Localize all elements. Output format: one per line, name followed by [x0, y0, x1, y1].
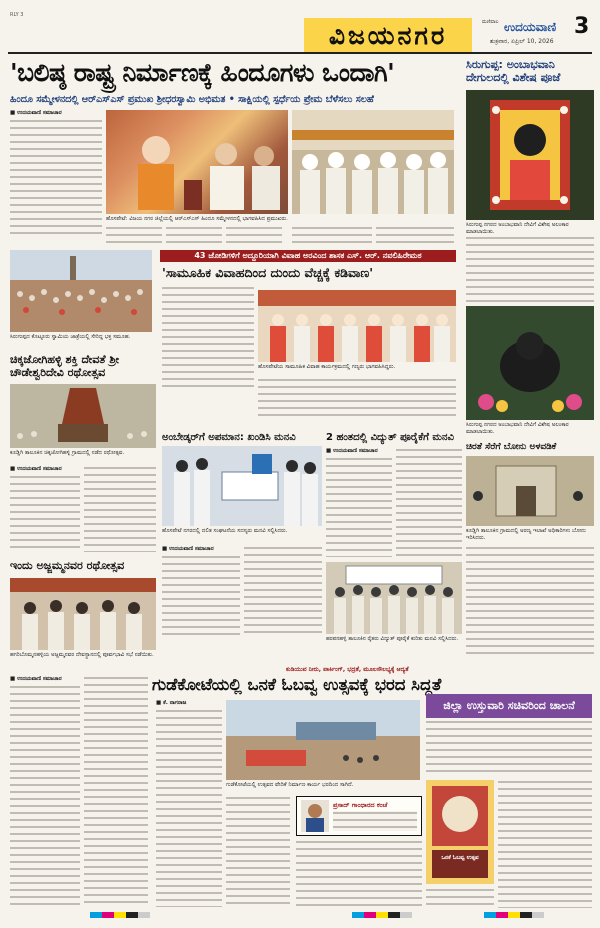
- body-text-lines: [166, 226, 222, 246]
- temple-side-headline: ಚಿರತೆ ಸೆರೆಗೆ ಬೋನು ಅಳವಡಿಕೆ: [466, 442, 557, 452]
- registration-marks-left: [90, 912, 150, 918]
- bull-statue-photo: [466, 306, 594, 420]
- ambedkar-photo: [162, 446, 322, 526]
- today-chariot-byline: ■ ಉದಯವಾಣಿ ಸಮಾಚಾರ: [10, 676, 62, 682]
- power-byline: ■ ಉದಯವಾಣಿ ಸಮಾಚಾರ: [326, 448, 378, 454]
- gudekote-photo: [226, 700, 420, 780]
- section-title: ವಿಜಯನಗರ: [304, 18, 472, 54]
- today-chariot-caption: ಹಗರಿಬೊಮ್ಮನಹಳ್ಳಿಯ ಅಜ್ಜಮ್ಮನವರ ದೇವಸ್ಥಾನದಲ್ಲಿ ಪೂರ್ವಭಾವಿ ಸಭೆ ನಡೆಯಿತು.: [10, 652, 154, 658]
- temple-side-text: [466, 546, 594, 658]
- lead-column-2: [106, 226, 162, 246]
- body-text-lines: [258, 378, 456, 418]
- gudekote-caption: ಗುಡೆಕೋಟೆಯಲ್ಲಿ ಉತ್ಸವದ ವೇದಿಕೆ ನಿರ್ಮಾಣ ಕಾರ್ಯ ಭರದಿಂದ ಸಾಗಿದೆ.: [226, 782, 354, 788]
- profile-box: [296, 796, 422, 836]
- lead-photo-caption: ಹೊಸಪೇಟೆ: ವಿಜಯ ನಗರ ಜಿಲ್ಲೆಯಲ್ಲಿ ಆರ್‌ಎಸ್‌ಎಸ್‌ ಹಿಂದೂ ಸಮ್ಮೇಳನದಲ್ಲಿ ಭಾಗವಹಿಸಿದ ಪ್ರಮುಖರು.: [106, 216, 288, 222]
- ambedkar-caption: ಹೊಸಪೇಟೆ ನಗರದಲ್ಲಿ ದಲಿತ ಸಂಘಟನೆಯ ಸದಸ್ಯರು ಮನವಿ ಸಲ್ಲಿಸಿದರು.: [162, 528, 288, 534]
- bull-statue-art: [466, 306, 594, 420]
- lead-photo-2-art: [292, 110, 454, 214]
- body-text-lines: [84, 676, 148, 908]
- body-text-lines: [292, 226, 372, 246]
- body-text-lines: [426, 720, 592, 774]
- chariot-headline: ಚಿಕ್ಕಜೋಗಿಹಳ್ಳಿ ಶಕ್ತಿ ದೇವತೆ ಶ್ರೀ ಚೌಡೇಶ್ವರಿದೇವಿ ರಥೋತ್ಸವ: [10, 353, 120, 379]
- crowd-caption: ಸಿರುಗುಪ್ಪದ ಕೊಟ್ಟೂರು ಸ್ವಾಮಿಯ ಜಾತ್ರೆಯಲ್ಲಿ ಸೇರಿದ್ದ ಭಕ್ತ ಸಮೂಹ.: [10, 334, 131, 340]
- mass-wedding-text-2: [258, 378, 456, 418]
- profile-photo-art: [301, 800, 329, 832]
- paper-location: ಮಣಿಪಾಲ: [482, 19, 499, 25]
- power-text-1: [326, 448, 392, 558]
- mass-wedding-photo: [258, 290, 456, 362]
- ambedkar-text-2: [244, 546, 322, 638]
- today-chariot-photo: [10, 578, 156, 650]
- power-headline: 2 ಹಂತದಲ್ಲಿ ವಿದ್ಯುತ್ ಪೂರೈಕೆಗೆ ಮನವಿ: [326, 432, 454, 443]
- body-text-lines: [84, 466, 156, 552]
- body-text-lines: [226, 796, 290, 908]
- lead-column-1: [10, 110, 102, 240]
- gudekote-text-2: [226, 796, 290, 908]
- lead-photo: [106, 110, 288, 214]
- profile-text: [333, 811, 417, 831]
- temple-deity-art: [466, 90, 594, 220]
- side-lead-caption: ಸಿರುಗುಪ್ಪ ನಗರದ ಅಂಬಾಭವಾನಿ ದೇವಿಗೆ ವಿಶೇಷ ಅಲಂಕಾರ ಮಾಡಲಾಯಿತು.: [466, 222, 569, 235]
- body-text-lines: [106, 226, 162, 246]
- ambedkar-text-1: [162, 546, 240, 638]
- power-caption: ಹರಪನಹಳ್ಳಿ ತಾಲೂಕಿನ ರೈತರು ವಿದ್ಯುತ್ ಪೂರೈಕೆ ಕುರಿತು ಮನವಿ ಸಲ್ಲಿಸಿದರು.: [326, 636, 459, 642]
- body-text-lines: [10, 475, 80, 551]
- body-text-lines: [396, 448, 462, 558]
- gudekote-photo-art: [226, 700, 420, 780]
- power-text-2: [396, 448, 462, 558]
- lead-photo-art: [106, 110, 288, 214]
- body-text-lines: [426, 888, 494, 908]
- mass-wedding-caption: ಹೊಸಪೇಟೆಯ ಸಾಮೂಹಿಕ ವಿವಾಹ ಕಾರ್ಯಕ್ರಮದಲ್ಲಿ ಗಣ್ಯರು ಭಾಗವಹಿಸಿದ್ದರು.: [258, 364, 396, 370]
- gudekote-kicker: ಕುಡಿಯುವ ನೀರು, ಪಾರ್ಕಿಂಗ್, ಭದ್ರತೆ, ಮೂಲಸೌಲಭ್ಯಕ್ಕೆ ಆದ್ಯತೆ: [286, 666, 409, 673]
- collector-text: [426, 720, 592, 774]
- edition-code: RLY 3: [10, 12, 24, 18]
- body-text-lines: [376, 226, 454, 246]
- lead-column-4: [226, 226, 282, 246]
- power-photo: [326, 562, 462, 634]
- crowd-photo: [10, 250, 152, 332]
- gudekote-headline: ಗುಡೆಕೋಟೆಯಲ್ಲಿ ಒನಕೆ ಓಬವ್ವ ಉತ್ಸವಕ್ಕೆ ಭರದ ಸಿದ್ಧತೆ: [152, 675, 442, 694]
- lead-headline: 'ಬಲಿಷ್ಠ ರಾಷ್ಟ್ರ ನಿರ್ಮಾಣಕ್ಕೆ ಹಿಂದೂಗಳು ಒಂದಾಗಿ': [10, 58, 395, 87]
- gudekote-byline: ■ ಕೆ. ನಾಗರಾಜ: [156, 700, 187, 706]
- ambedkar-headline: ಅಂಬೇಡ್ಕರ್‌ಗೆ ಅಪಮಾನ: ಖಂಡಿಸಿ ಮನವಿ: [162, 432, 296, 443]
- mass-wedding-headline: 'ಸಾಮೂಹಿಕ ವಿವಾಹದಿಂದ ದುಂದು ವೆಚ್ಚಕ್ಕೆ ಕಡಿವಾಣ': [162, 265, 374, 280]
- crowd-photo-art: [10, 250, 152, 332]
- festival-poster: [426, 780, 494, 884]
- mass-wedding-art: [258, 290, 456, 362]
- body-text-lines: [162, 286, 254, 390]
- chariot-caption: ಕೂಡ್ಲಿಗಿ ತಾಲೂಕಿನ ಚಿಕ್ಕಜೋಗಿಹಳ್ಳಿ ಗ್ರಾಮದಲ್ಲಿ ನಡೆದ ರಥೋತ್ಸವ.: [10, 450, 125, 456]
- body-text-lines: [326, 457, 392, 557]
- masthead: [8, 6, 594, 52]
- festival-poster-text: ಒನಕೆ ಓಬವ್ವ ಉತ್ಸವ: [441, 855, 479, 861]
- profile-photo: [301, 800, 329, 832]
- today-chariot-headline: ಇಂದು ಅಜ್ಜಮ್ಮನವರ ರಥೋತ್ಸವ: [10, 559, 125, 572]
- body-text-lines: [226, 226, 282, 246]
- today-chariot-text-1: [10, 676, 80, 908]
- collector-text-3: [426, 888, 494, 908]
- bull-caption: ಸಿರುಗುಪ್ಪ ನಗರದ ಅಂಬಾಭವಾನಿ ದೇವಿಗೆ ವಿಶೇಷ ಅಲಂಕಾರ ಮಾಡಲಾಯಿತು.: [466, 422, 569, 435]
- temple-side-photo: [466, 456, 594, 526]
- festival-poster-art: [426, 780, 494, 884]
- body-text-lines: [498, 780, 592, 908]
- body-text-lines: [296, 840, 422, 908]
- collector-text-2: [498, 780, 592, 908]
- today-chariot-art: [10, 578, 156, 650]
- body-text-lines: [466, 546, 594, 658]
- gudekote-text-3: [296, 840, 422, 908]
- lead-photo-2: [292, 110, 454, 214]
- date-line: ಶುಕ್ರವಾರ, ಏಪ್ರಿಲ್ 10, 2026: [490, 38, 554, 45]
- body-text-lines: [10, 119, 102, 237]
- side-lead-headline: ಸಿರುಗುಪ್ಪ: ಅಂಬಾಭವಾನಿ ದೇಗುಲದಲ್ಲಿ ವಿಶೇಷ ಪೂಜೆ: [466, 58, 561, 84]
- body-text-lines: [466, 236, 594, 302]
- today-chariot-text-2: [84, 676, 148, 908]
- gudekote-text-1: [156, 700, 222, 908]
- ambedkar-photo-art: [162, 446, 322, 526]
- chariot-text-1: [10, 466, 80, 552]
- mass-wedding-text: [162, 286, 254, 390]
- chariot-photo-art: [10, 384, 156, 448]
- body-text-lines: [333, 811, 417, 831]
- collector-headline: ಜಿಲ್ಲಾ ಉಸ್ತುವಾರಿ ಸಚಿವರಿಂದ ಚಾಲನೆ: [426, 694, 592, 718]
- lead-byline: ■ ಉದಯವಾಣಿ ಸಮಾಚಾರ: [10, 110, 62, 116]
- ambedkar-byline: ■ ಉದಯವಾಣಿ ಸಮಾಚಾರ: [162, 546, 214, 552]
- body-text-lines: [10, 685, 80, 907]
- page-number: 3: [574, 14, 590, 39]
- lead-column-5: [292, 226, 372, 246]
- mass-wedding-banner: 43 ಜೋಡಿಗಳಿಗೆ ಅದ್ದೂರಿಯಾಗಿ ವಿವಾಹ ಅರವಿಂದ ಶಾಸಕ ಎಸ್. ಆರ್. ನವಲಿಹಿರೇಮಠ: [160, 250, 456, 262]
- body-text-lines: [156, 709, 222, 907]
- chariot-photo: [10, 384, 156, 448]
- temple-side-art: [466, 456, 594, 526]
- side-lead-text: [466, 236, 594, 302]
- lead-column-6: [376, 226, 454, 246]
- registration-marks-right: [484, 912, 544, 918]
- lead-subhead: ಹಿಂದೂ ಸಮ್ಮೇಳನದಲ್ಲಿ ಆರ್‌ಎಸ್‌ಎಸ್‌ ಪ್ರಮುಖ ಶ್ರೀಧರಸ್ವಾಮಿ ಅಭಿಮತ • ಸಾಕ್ಷಿಯಲ್ಲಿ ಸ್ಪರ್ಧೆಯ ಪ್ರೇಮ ಬೆಳೆಸಲು ಸಲಹೆ: [10, 94, 374, 105]
- body-text-lines: [244, 546, 322, 638]
- lead-column-3: [166, 226, 222, 246]
- profile-name: ಪ್ರಸಾದ್ ಗಾಂಧಾರದ ಕಂಚೆ: [333, 801, 388, 809]
- registration-marks-center: [352, 912, 412, 918]
- temple-deity-photo: [466, 90, 594, 220]
- chariot-byline: ■ ಉದಯವಾಣಿ ಸಮಾಚಾರ: [10, 466, 62, 472]
- temple-side-caption: ಕೂಡ್ಲಿಗಿ ತಾಲೂಕಿನ ಗ್ರಾಮದಲ್ಲಿ ಅರಣ್ಯ ಇಲಾಖೆ ಅಧಿಕಾರಿಗಳು ಬೋನು ಇರಿಸಿದರು.: [466, 528, 586, 541]
- body-text-lines: [162, 555, 240, 637]
- paper-name: ಉದಯವಾಣಿ: [504, 20, 557, 34]
- chariot-text-2: [84, 466, 156, 552]
- masthead-rule: [8, 52, 592, 54]
- power-photo-art: [326, 562, 462, 634]
